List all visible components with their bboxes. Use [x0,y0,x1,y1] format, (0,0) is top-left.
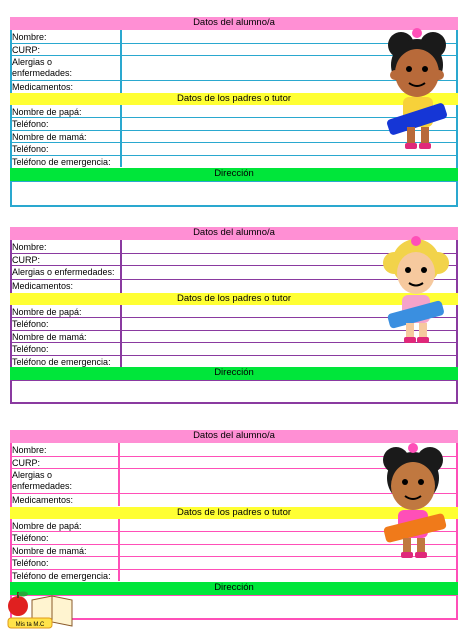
student-form-2 [10,227,458,404]
allergies-field-label: Alergias o enfermedades: [12,57,73,78]
father-phone-label: Teléfono: [12,319,49,329]
mother-phone-label: Teléfono: [12,344,49,354]
row-line [10,155,458,156]
emergency-phone-label: Teléfono de emergencia: [12,357,111,367]
curp-field-label: CURP: [12,255,41,265]
parents-data-header: Datos de los padres o tutor [10,507,458,519]
emergency-phone-label: Teléfono de emergencia: [12,157,111,167]
column-divider [120,30,122,93]
school-logo [4,588,80,632]
father-name-label: Nombre de papá: [12,307,82,317]
column-divider [120,105,122,167]
row-line [10,569,458,570]
father-phone-label: Teléfono: [12,119,49,129]
father-name-label: Nombre de papá: [12,107,82,117]
mother-name-label: Nombre de mamá: [12,546,87,556]
father-name-label: Nombre de papá: [12,521,82,531]
medications-field-label: Medicamentos: [12,82,74,92]
mother-phone-label: Teléfono: [12,558,49,568]
column-divider [118,519,120,581]
emergency-phone-label: Teléfono de emergencia: [12,571,111,581]
medications-field-label: Medicamentos: [12,281,74,291]
name-field-label: Nombre: [12,445,47,455]
parents-data-header: Datos de los padres o tutor [10,93,458,105]
curp-field-label: CURP: [12,458,41,468]
parents-data-header: Datos de los padres o tutor [10,293,458,305]
address-header: Dirección [10,367,458,380]
student-form-1 [10,17,458,207]
row-line [10,181,458,182]
name-field-label: Nombre: [12,32,47,42]
column-divider [120,240,122,293]
father-phone-label: Teléfono: [12,533,49,543]
allergies-field-label: Alergias o enfermedades: [12,470,73,491]
student-data-header: Datos del alumno/a [10,430,458,443]
row-line [10,355,458,356]
student-data-header: Datos del alumno/a [10,227,458,240]
logo-text: Mis ta M.C [15,622,45,628]
medications-field-label: Medicamentos: [12,495,74,505]
mother-name-label: Nombre de mamá: [12,332,87,342]
allergies-field-label: Alergias o enfermedades: [12,267,115,277]
curp-field-label: CURP: [12,45,41,55]
mother-phone-label: Teléfono: [12,144,49,154]
name-field-label: Nombre: [12,242,47,252]
column-divider [118,443,120,506]
child-with-crayon-illustration [370,438,456,562]
column-divider [120,305,122,367]
mother-name-label: Nombre de mamá: [12,132,87,142]
row-line [10,380,458,381]
address-header: Dirección [10,168,458,181]
child-with-crayon-illustration [378,233,454,349]
address-header: Dirección [10,582,458,595]
child-with-crayon-illustration [375,25,457,155]
student-data-header: Datos del alumno/a [10,17,458,30]
